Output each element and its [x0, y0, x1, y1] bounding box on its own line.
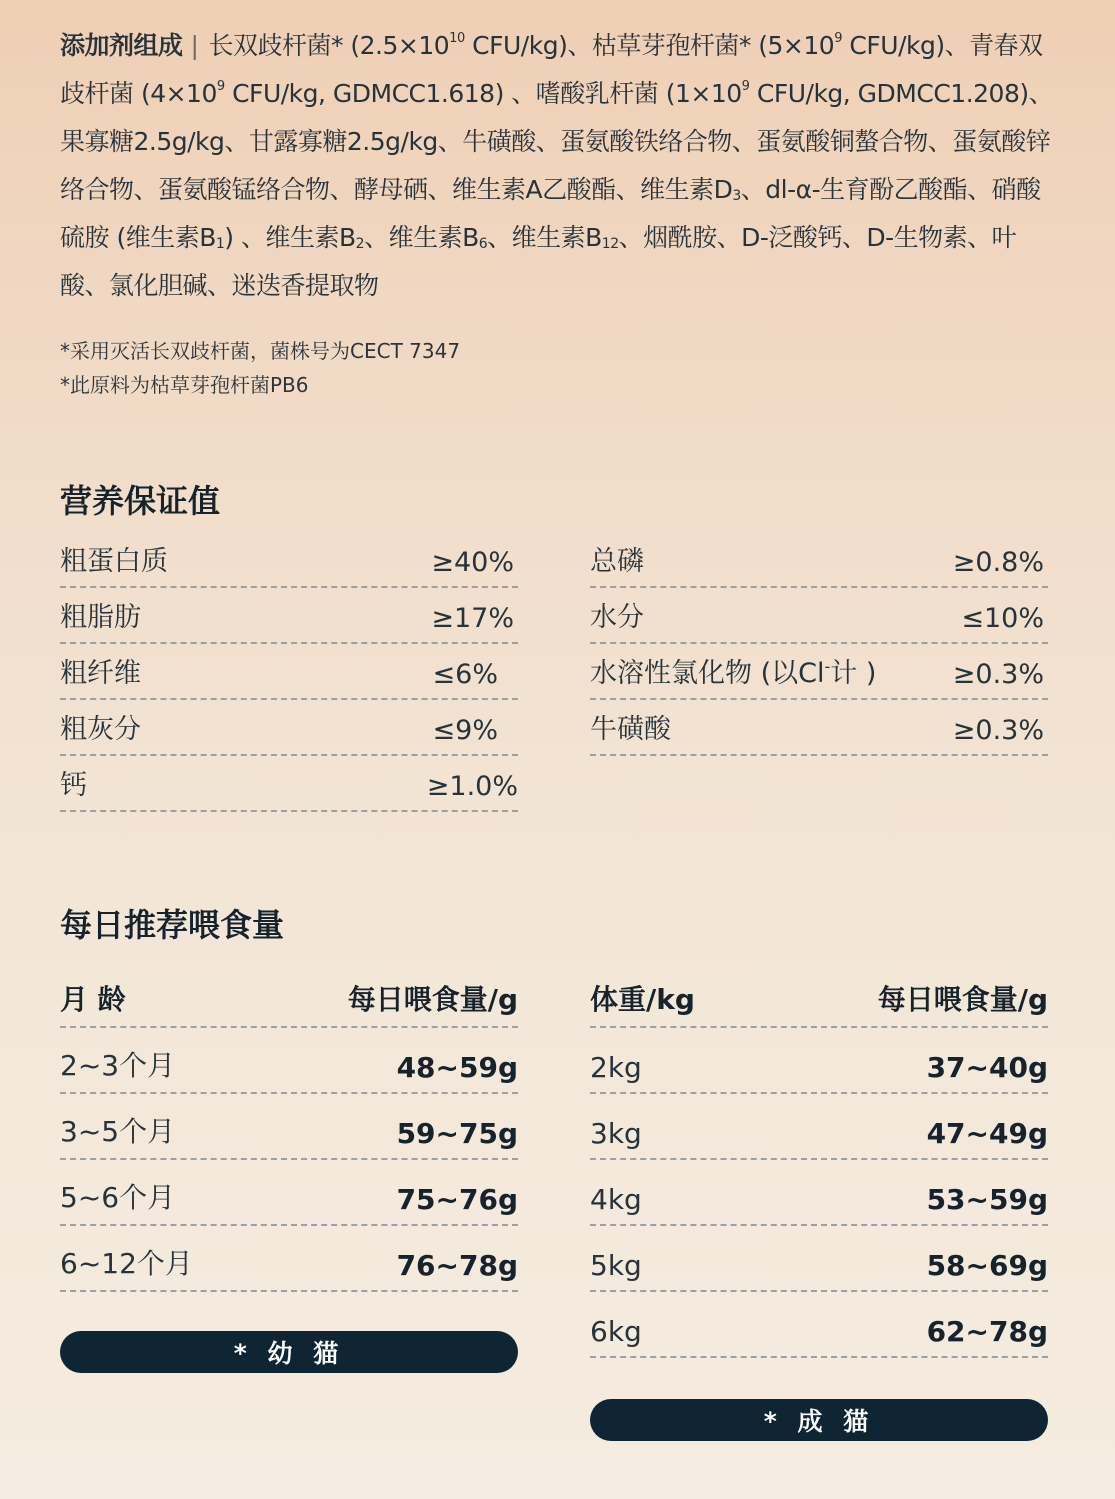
nutrient-value: ≤6% [432, 659, 498, 690]
table-header [60, 966, 518, 1028]
nutrient-name: 水分 [590, 602, 644, 633]
ingredients-paragraph [60, 22, 1055, 310]
nutrient-value: ≥40% [431, 547, 514, 578]
ingredients-subscript: 6 [478, 236, 488, 252]
ingredients-text: 、dl-α-生育酚乙酸酯、硝酸硫胺 (维生素B [60, 175, 1041, 252]
table-row [590, 1094, 1048, 1160]
nutrition-row [60, 700, 518, 756]
weight-cell: 2kg [590, 1051, 642, 1084]
ingredients-text: 、维生素B [364, 223, 479, 252]
chloride-charge: - [824, 657, 831, 676]
nutrition-row [60, 756, 518, 812]
nutrient-name-part: 水溶性氯化物 (以Cl [590, 658, 825, 689]
ingredients-title: 添加剂组成 [60, 31, 183, 60]
footnote: *采用灭活长双歧杆菌，菌株号为CECT 7347 [60, 339, 461, 363]
ingredients-exponent: 10 [449, 31, 465, 46]
nutrition-right-column [590, 532, 1048, 756]
table-row [60, 1226, 518, 1292]
nutrient-value: ≥0.3% [952, 659, 1044, 690]
age-cell: 6~12个月 [60, 1247, 193, 1280]
nutrient-value: ≥0.3% [952, 715, 1044, 746]
ingredients-text: ) 、维生素B [224, 223, 356, 252]
table-row [590, 1028, 1048, 1094]
table-row [60, 1028, 518, 1094]
nutrient-value: ≤10% [961, 603, 1044, 634]
table-row [590, 1292, 1048, 1358]
ingredients-text: CFU/kg)、青春双歧杆菌 (4×10 [60, 31, 1043, 108]
amount-cell: 53~59g [926, 1183, 1048, 1216]
ingredients-subscript: 12 [601, 236, 619, 252]
nutrition-row [60, 644, 518, 700]
adult-badge: * 成 猫 [590, 1399, 1048, 1441]
weight-cell: 4kg [590, 1183, 642, 1216]
weight-cell: 6kg [590, 1315, 642, 1348]
ingredients-text: 、维生素B [487, 223, 602, 252]
age-cell: 2~3个月 [60, 1049, 176, 1082]
weight-header: 体重/kg [590, 983, 695, 1016]
footnote: *此原料为枯草芽孢杆菌PB6 [60, 373, 309, 397]
ingredients-text: 、烟酰胺、D-泛酸钙、D-生物素、叶酸、氯化胆碱、迷迭香提取物 [60, 223, 1017, 300]
nutrient-value: ≥0.8% [952, 547, 1044, 578]
amount-cell: 37~40g [926, 1051, 1048, 1084]
nutrient-name [590, 651, 876, 690]
nutrition-row [590, 588, 1048, 644]
ingredients-text: CFU/kg, GDMCC1.618) 、嗜酸乳杆菌 (1×10 [224, 79, 742, 108]
ingredients-subscript: 1 [215, 236, 225, 252]
nutrient-value: ≥1.0% [426, 771, 518, 802]
age-cell: 3~5个月 [60, 1115, 176, 1148]
table-row [60, 1094, 518, 1160]
ingredients-text: CFU/kg)、枯草芽孢杆菌* (5×10 [464, 31, 835, 60]
ingredients-subscript: 3 [732, 188, 741, 204]
nutrition-row [590, 644, 1048, 700]
ingredients-exponent: 9 [834, 31, 842, 46]
amount-header: 每日喂食量/g [347, 983, 518, 1016]
amount-cell: 59~75g [396, 1117, 518, 1150]
nutrient-value: ≤9% [432, 715, 498, 746]
nutrient-name: 钙 [60, 770, 87, 801]
amount-cell: 47~49g [926, 1117, 1048, 1150]
nutrition-row [590, 700, 1048, 756]
amount-cell: 76~78g [396, 1249, 518, 1282]
nutrition-title: 营养保证值 [60, 482, 221, 520]
table-header [590, 966, 1048, 1028]
amount-cell: 58~69g [926, 1249, 1048, 1282]
weight-cell: 3kg [590, 1117, 642, 1150]
table-row [590, 1160, 1048, 1226]
nutrient-name: 牛磺酸 [590, 714, 671, 745]
amount-cell: 48~59g [396, 1051, 518, 1084]
feeding-title: 每日推荐喂食量 [60, 906, 285, 944]
adult-feeding-table [590, 966, 1048, 1358]
footnotes [60, 334, 460, 402]
table-row [60, 1160, 518, 1226]
ingredients-text: CFU/kg, GDMCC1.208)、果寡糖2.5g/kg、甘露寡糖2.5g/kg、牛磺酸、蛋氨酸铁络合物、蛋氨酸铜螯合物、蛋氨酸锌络合物、蛋氨酸锰络合物、酵母硒、维生素A乙酸酯、维生素D [60, 79, 1054, 204]
ingredients-exponent: 9 [216, 79, 225, 94]
title-separator: | [190, 31, 199, 60]
nutrient-name: 粗灰分 [60, 714, 141, 745]
nutrient-value: ≥17% [431, 603, 514, 634]
amount-cell: 62~78g [926, 1315, 1048, 1348]
nutrient-name-part: 计 ) [830, 658, 877, 689]
age-cell: 5~6个月 [60, 1181, 176, 1214]
nutrition-row [60, 588, 518, 644]
weight-cell: 5kg [590, 1249, 642, 1282]
ingredients-exponent: 9 [741, 79, 750, 94]
kitten-badge: * 幼 猫 [60, 1331, 518, 1373]
amount-cell: 75~76g [396, 1183, 518, 1216]
ingredients-subscript: 2 [355, 236, 365, 252]
ingredients-text: 长双歧杆菌* (2.5×10 [208, 31, 450, 60]
nutrient-name: 粗脂肪 [60, 602, 141, 633]
nutrient-name: 粗纤维 [60, 658, 141, 689]
age-header: 月 龄 [60, 983, 126, 1016]
nutrition-row [60, 532, 518, 588]
kitten-feeding-table [60, 966, 518, 1292]
amount-header: 每日喂食量/g [877, 983, 1048, 1016]
nutrient-name: 总磷 [590, 546, 644, 577]
nutrition-row [590, 532, 1048, 588]
nutrient-name: 粗蛋白质 [60, 546, 168, 577]
nutrition-left-column [60, 532, 518, 812]
table-row [590, 1226, 1048, 1292]
